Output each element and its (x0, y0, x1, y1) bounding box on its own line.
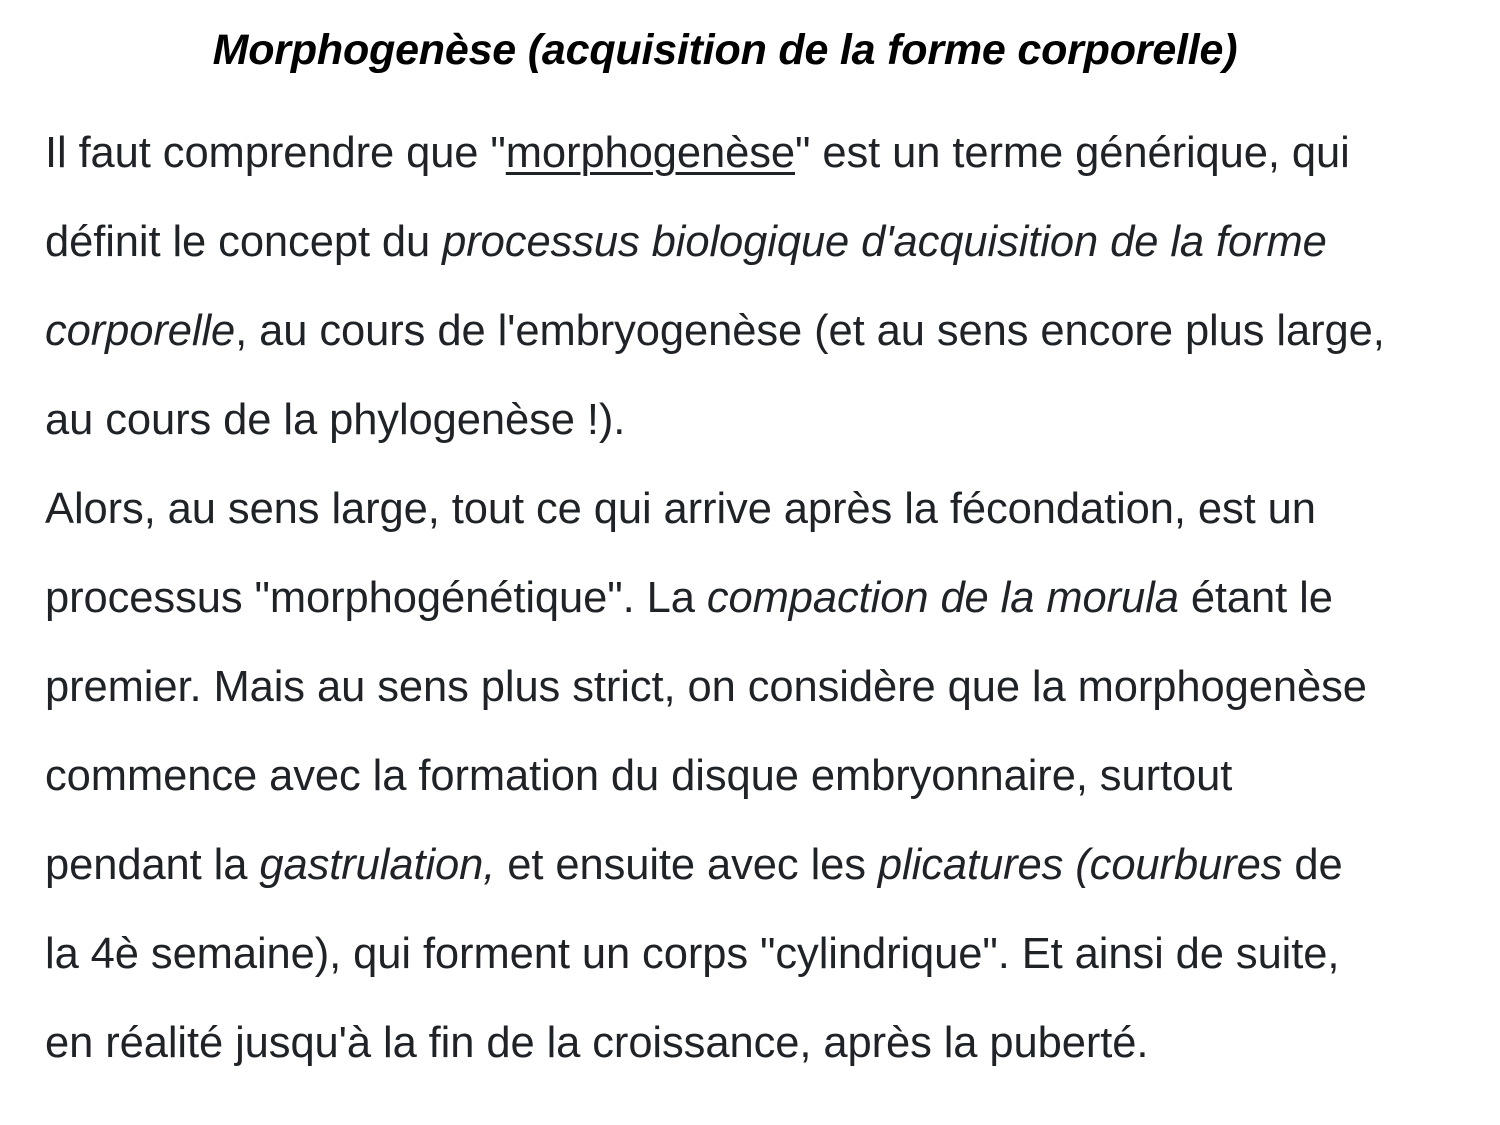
text-run: pendant la (45, 840, 260, 889)
text-run: , au cours de l'embryogenèse (et au sens encore plus large, (235, 306, 1385, 355)
text-run: la 4è semaine), qui forment un corps "cylindrique". Et ainsi de suite, (45, 929, 1340, 978)
text-line-3 (45, 286, 1385, 375)
text-run: processus "morphogénétique". La (45, 573, 707, 622)
text-line-7 (45, 642, 1367, 731)
text-line-9 (45, 820, 1343, 909)
text-run: définit le concept du (45, 217, 443, 266)
text-run: Alors, au sens large, tout ce qui arrive après la fécondation, est un (45, 484, 1316, 533)
text-run: " est un terme générique, qui (795, 128, 1350, 177)
emphasis-italic: corporelle (45, 306, 236, 355)
emphasis-italic: processus biologique d'acquisition de la forme (442, 217, 1327, 266)
text-run: étant le (1178, 573, 1333, 622)
text-run: et ensuite avec les (495, 840, 878, 889)
paragraph-2 (45, 464, 1460, 1087)
emphasis-italic: plicatures (courbures (877, 840, 1283, 889)
text-line-10 (45, 909, 1339, 998)
emphasis-italic: gastrulation, (259, 840, 496, 889)
text-run: au cours de la phylogenèse !). (45, 395, 626, 444)
paragraph-1 (45, 108, 1460, 464)
text-line-6 (45, 553, 1333, 642)
text-line-2 (45, 197, 1327, 286)
text-run: commence avec la formation du disque embryonnaire, surtout (45, 751, 1233, 800)
text-run: de (1282, 840, 1343, 889)
text-run: en réalité jusqu'à la fin de la croissance, après la puberté. (45, 1018, 1149, 1067)
text-line-11 (45, 998, 1148, 1087)
page-title: Morphogenèse (acquisition de la forme corporelle) (212, 26, 1238, 74)
text-line-8 (45, 731, 1232, 820)
emphasis-underline: morphogenèse (505, 128, 796, 177)
body-text-block (45, 108, 1460, 1087)
emphasis-italic: compaction de la morula (706, 573, 1179, 622)
text-run: premier. Mais au sens plus strict, on considère que la morphogenèse (45, 662, 1367, 711)
text-line-1 (45, 108, 1350, 197)
text-line-5 (45, 464, 1316, 553)
text-run: Il faut comprendre que " (45, 128, 506, 177)
text-line-4 (45, 375, 625, 464)
